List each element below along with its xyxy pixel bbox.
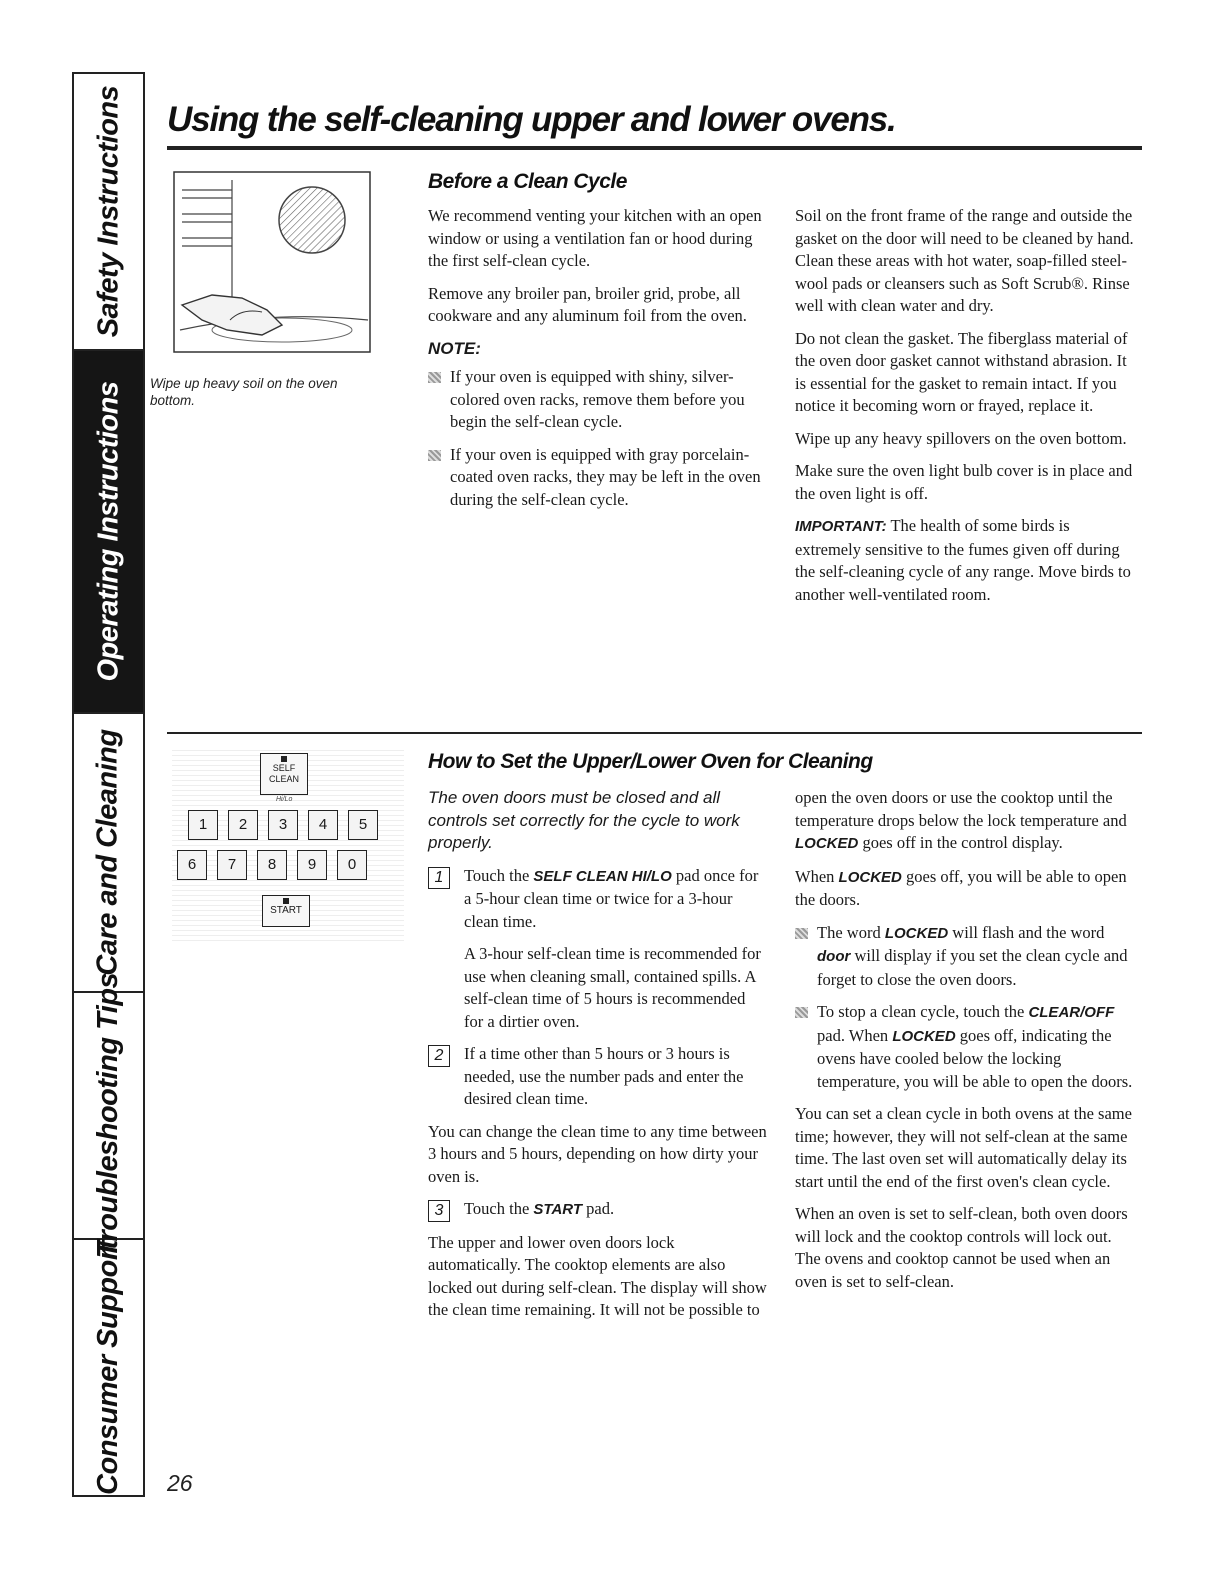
important-label: IMPORTANT:	[795, 518, 887, 535]
text: To stop a clean cycle, touch the	[817, 1002, 1029, 1021]
hilo-label: Hi/Lo	[276, 796, 293, 803]
info-bullet	[795, 1001, 1135, 1093]
tab-label: Operating Instructions	[92, 381, 125, 682]
bullet-icon	[795, 1007, 808, 1018]
number-pad-9: 9	[297, 850, 327, 880]
number-pad-1: 1	[188, 810, 218, 840]
key-name: SELF CLEAN HI/LO	[533, 867, 672, 885]
paragraph: When an oven is set to self-clean, both oven doors will lock and the cooktop controls will lock out. The ovens and cooktop cannot be used when an oven is set to self-clean.	[795, 1204, 1128, 1291]
title-rule	[167, 146, 1142, 150]
step-number: 3	[428, 1200, 450, 1222]
display-word: LOCKED	[795, 835, 859, 852]
tab-label: Care and Cleaning	[92, 729, 124, 976]
control-keypad-illustration	[172, 750, 404, 945]
tab-label: Safety Instructions	[92, 85, 124, 338]
paragraph	[795, 866, 1135, 912]
display-word: LOCKED	[838, 868, 902, 886]
paragraph: Do not clean the gasket. The fiberglass material of the oven door gasket cannot withstand abrasion. It is essential for the gasket to remain intact. If you notice it becoming worn or frayed, replace it.	[795, 328, 1128, 415]
paragraph: Remove any broiler pan, broiler grid, probe, all cookware and any aluminum foil from the oven.	[428, 283, 747, 325]
bullet-icon	[795, 928, 808, 939]
tab-label: Troubleshooting Tips	[92, 972, 124, 1259]
step-text: pad.	[582, 1199, 615, 1218]
text: When	[795, 866, 839, 886]
step-text: If a time other than 5 hours or 3 hours is needed, use the number pads and enter the desired clean time.	[464, 1044, 744, 1108]
text: goes off, you will be able to open the doors.	[795, 866, 1127, 909]
paragraph: Soil on the front frame of the range and outside the gasket on the door will need to be cleaned by hand. Clean these areas with hot water, soap-filled steel-wool pads or cleansers such as Soft Scrub®. Rinse well with clean water and dry.	[795, 206, 1134, 315]
note-bullet	[428, 366, 768, 434]
tab-operating-instructions[interactable]	[74, 351, 143, 714]
number-pad-5: 5	[348, 810, 378, 840]
key-name: START	[533, 1201, 583, 1218]
text: goes off, indicating the ovens have cooled below the locking temperature, you will be able to open the doors.	[817, 1025, 1133, 1091]
oven-wiping-illustration	[172, 170, 372, 360]
step-2	[428, 1043, 768, 1111]
text: will display if you set the clean cycle and forget to close the oven doors.	[817, 946, 1128, 989]
paragraph: You can change the clean time to any time between 3 hours and 5 hours, depending on how dirty your oven is.	[428, 1121, 767, 1186]
how-left-column	[428, 787, 768, 1332]
before-right-column	[795, 205, 1135, 616]
step-3	[428, 1198, 768, 1222]
text: The word	[817, 922, 885, 942]
step-text: Touch the	[464, 1199, 534, 1218]
text: goes off in the control display.	[858, 833, 1063, 852]
indicator-dot	[281, 756, 287, 762]
key-name: CLEAR/OFF	[1028, 1004, 1115, 1021]
step-text: pad once for a 5-hour clean time or twice for a 3-hour clean time.	[464, 865, 759, 931]
lead-instruction: The oven doors must be closed and all controls set correctly for the cycle to work properly.	[428, 788, 740, 852]
key-label: SELF	[272, 763, 296, 773]
note-bullet	[428, 444, 768, 512]
section-rule	[167, 732, 1142, 734]
paragraph: Make sure the oven light bulb cover is in place and the oven light is off.	[795, 461, 1133, 503]
bullet-icon	[428, 450, 441, 461]
tab-troubleshooting-tips[interactable]	[74, 972, 143, 1259]
number-pad-4: 4	[308, 810, 338, 840]
key-label: CLEAN	[268, 774, 299, 784]
paragraph: Wipe up any heavy spillovers on the oven bottom.	[795, 428, 1127, 448]
self-clean-pad	[260, 753, 308, 795]
tab-safety-instructions[interactable]	[74, 74, 143, 351]
tab-care-and-cleaning[interactable]	[74, 714, 143, 993]
indicator-dot	[283, 898, 289, 904]
illustration-caption: Wipe up heavy soil on the oven bottom.	[150, 376, 338, 408]
step-1	[428, 865, 768, 934]
page-title: Using the self-cleaning upper and lower ovens.	[167, 100, 896, 139]
number-pad-6: 6	[177, 850, 207, 880]
display-word: LOCKED	[884, 924, 949, 942]
info-bullet	[795, 922, 1135, 992]
section-heading-before-clean: Before a Clean Cycle	[428, 170, 627, 193]
paragraph	[795, 787, 1135, 856]
important-paragraph	[795, 515, 1135, 606]
section-heading-how-to-set: How to Set the Upper/Lower Oven for Cleaning	[428, 750, 873, 773]
before-left-column	[428, 205, 768, 521]
important-text: The health of some birds is extremely sensitive to the fumes given off during the self-cleaning cycle of any range. Move birds to another well-ventilated room.	[795, 516, 1131, 604]
bullet-icon	[428, 372, 441, 383]
paragraph: The upper and lower oven doors lock automatically. The cooktop elements are also locked out during self-clean. The display will show the clean time remaining. It will not be possible to	[428, 1232, 767, 1319]
text: open the oven doors or use the cooktop until the temperature drops below the lock temperature and	[795, 788, 1127, 830]
display-word: door	[817, 948, 851, 965]
text: pad. When	[817, 1025, 893, 1045]
number-pad-0: 0	[337, 850, 367, 880]
tab-label: Consumer Support	[92, 1240, 124, 1495]
side-tab-bar	[72, 72, 145, 1497]
note-label: NOTE:	[428, 338, 481, 358]
display-word: LOCKED	[892, 1027, 956, 1045]
page-number: 26	[167, 1470, 193, 1496]
number-pad-2: 2	[228, 810, 258, 840]
bullet-text: If your oven is equipped with shiny, silver-colored oven racks, remove them before you begin the self-clean cycle.	[450, 367, 745, 431]
paragraph: We recommend venting your kitchen with an open window or using a ventilation fan or hood during the first self-clean cycle.	[428, 206, 762, 270]
key-label: START	[270, 905, 302, 916]
number-pad-7: 7	[217, 850, 247, 880]
number-pad-3: 3	[268, 810, 298, 840]
step-text: Touch the	[464, 865, 534, 885]
step-number: 1	[428, 867, 450, 889]
start-pad	[262, 895, 310, 927]
tab-consumer-support[interactable]	[74, 1240, 143, 1495]
bullet-text: If your oven is equipped with gray porcelain-coated oven racks, they may be left in the oven during the self-clean cycle.	[450, 444, 761, 509]
text: will flash and the word	[948, 922, 1105, 942]
paragraph: You can set a clean cycle in both ovens at the same time; however, they will not self-clean at the same time. The last oven set will automatically delay its start until the end of the first oven's clean cycle.	[795, 1104, 1132, 1191]
number-pad-8: 8	[257, 850, 287, 880]
step-number: 2	[428, 1045, 450, 1067]
step-1-detail: A 3-hour self-clean time is recommended for use when cleaning small, contained spills. A self-clean time of 5 hours is recommended for a dirtier oven.	[464, 944, 761, 1031]
how-right-column	[795, 787, 1135, 1303]
